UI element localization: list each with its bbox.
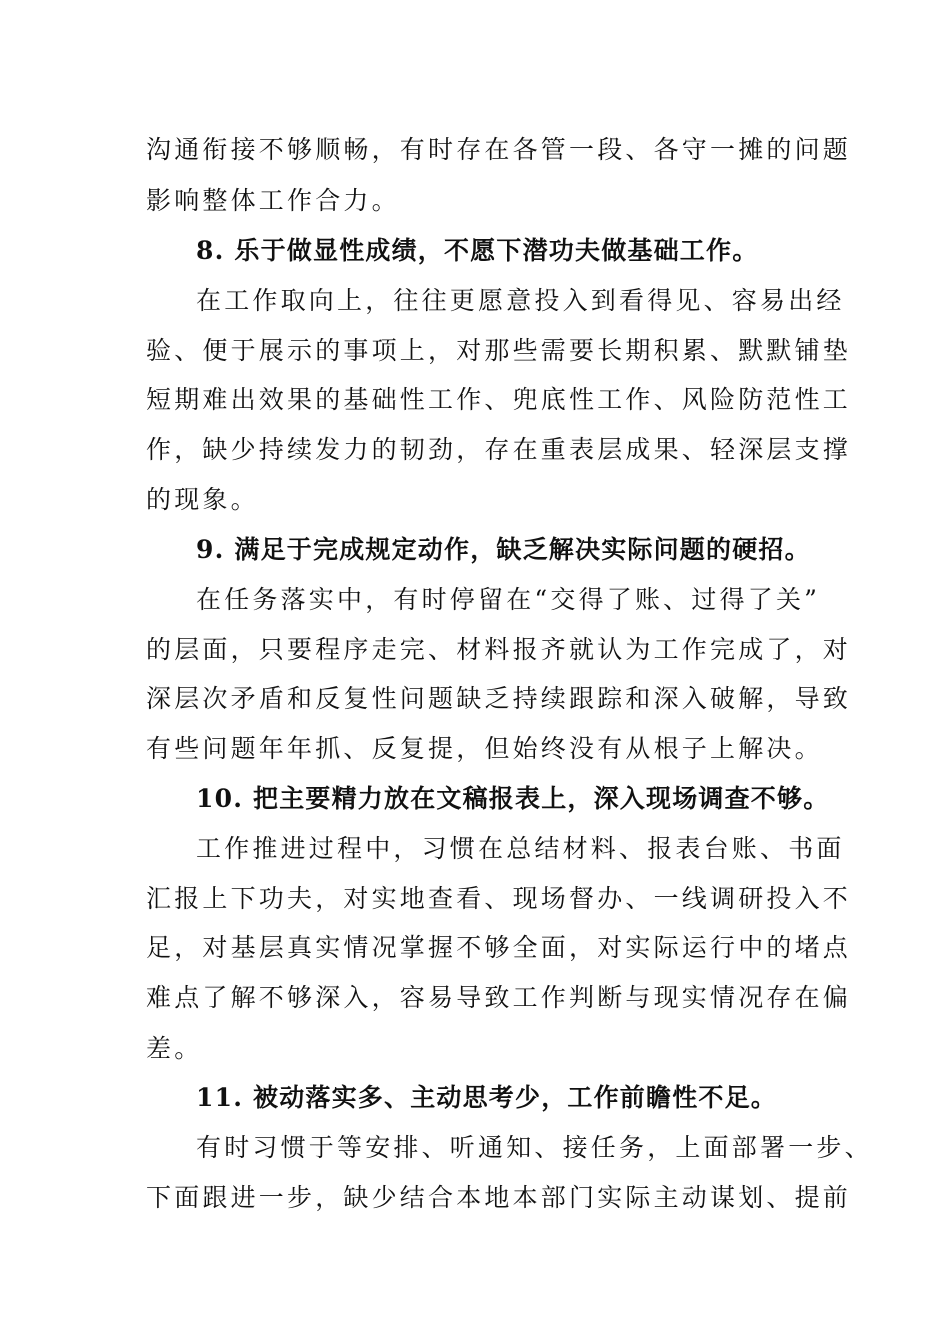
paragraph-line: 的层面，只要程序走完、材料报齐就认为工作完成了，对: [146, 635, 852, 664]
paragraph-line: 有些问题年年抓、反复提，但始终没有从根子上解决。: [146, 734, 823, 763]
section-heading-8: 8. 乐于做显性成绩，不愿下潜功夫做基础工作。: [196, 236, 759, 265]
paragraph-line: 在工作取向上，往往更愿意投入到看得见、容易出经: [196, 286, 845, 315]
paragraph-line: 汇报上下功夫，对实地查看、现场督办、一线调研投入不: [146, 884, 852, 913]
paragraph-line: 作，缺少持续发力的韧劲，存在重表层成果、轻深层支撑: [146, 435, 852, 464]
paragraph-line: 难点了解不够深入，容易导致工作判断与现实情况存在偏: [146, 983, 852, 1012]
section-heading-10: 10. 把主要精力放在文稿报表上，深入现场调查不够。: [196, 784, 830, 813]
paragraph-line: 在任务落实中，有时停留在“交得了账、过得了关”: [196, 585, 821, 614]
paragraph-line: 沟通衔接不够顺畅，有时存在各管一段、各守一摊的问题: [146, 135, 852, 164]
paragraph-line: 验、便于展示的事项上，对那些需要长期积累、默默铺垫: [146, 336, 852, 365]
paragraph-line: 下面跟进一步，缺少结合本地本部门实际主动谋划、提前: [146, 1183, 852, 1212]
paragraph-line: 差。: [146, 1034, 203, 1063]
section-heading-11: 11. 被动落实多、主动思考少，工作前瞻性不足。: [196, 1083, 777, 1112]
paragraph-line: 工作推进过程中，习惯在总结材料、报表台账、书面: [196, 834, 845, 863]
paragraph-line: 影响整体工作合力。: [146, 186, 400, 215]
paragraph-line: 短期难出效果的基础性工作、兜底性工作、风险防范性工: [146, 385, 852, 414]
paragraph-line: 足，对基层真实情况掌握不够全面，对实际运行中的堵点: [146, 933, 852, 962]
paragraph-line: 的现象。: [146, 485, 259, 514]
paragraph-line: 有时习惯于等安排、听通知、接任务，上面部署一步、: [196, 1133, 873, 1162]
section-heading-9: 9. 满足于完成规定动作，缺乏解决实际问题的硬招。: [196, 535, 811, 564]
paragraph-line: 深层次矛盾和反复性问题缺乏持续跟踪和深入破解，导致: [146, 684, 852, 713]
